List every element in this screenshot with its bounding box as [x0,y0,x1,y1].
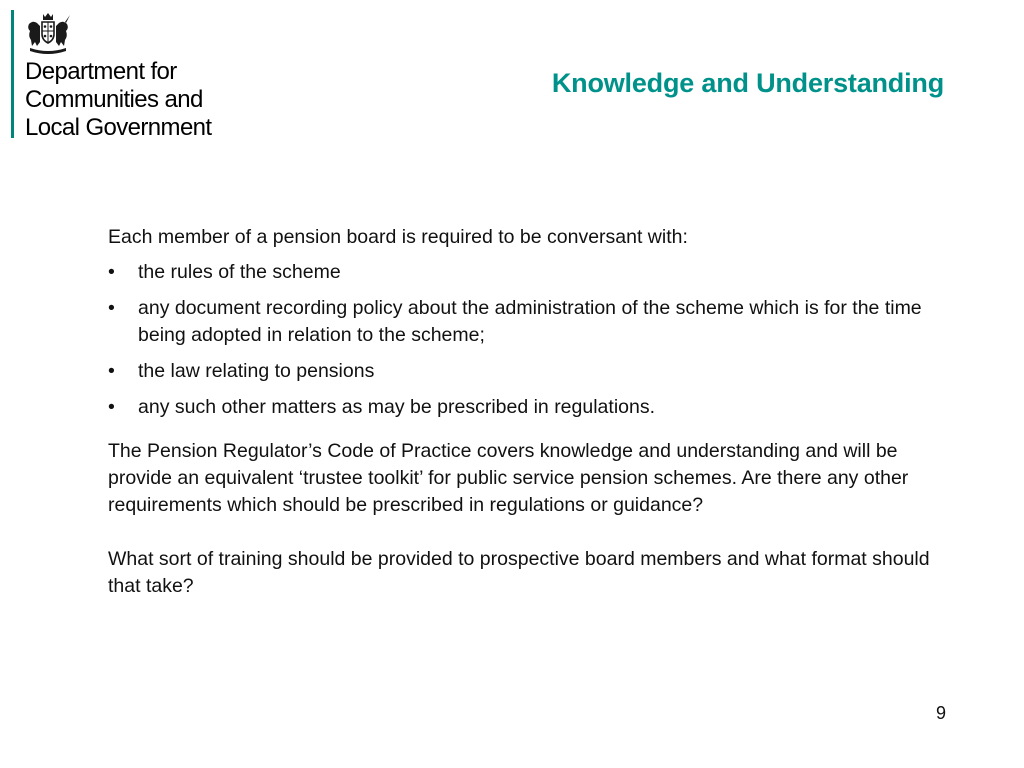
logo-accent-rule [11,10,14,138]
list-item [108,394,943,421]
intro-text: Each member of a pension board is required to be conversant with: [108,226,688,248]
bullet-icon: • [108,360,115,382]
department-name-line-3: Local Government [25,114,212,141]
department-name [25,58,212,142]
list-item-text: the law relating to pensions [138,360,375,382]
royal-coat-of-arms-icon [25,12,71,54]
department-name-line-1: Department for [25,58,177,85]
requirements-list [108,259,943,421]
list-item [108,259,943,286]
list-item [108,358,943,385]
department-name-line-2: Communities and [25,86,203,113]
bullet-icon: • [108,297,115,319]
list-item [108,295,943,349]
list-item-text: the rules of the scheme [138,261,341,283]
slide-body [108,224,943,600]
regulator-paragraph: The Pension Regulator’s Code of Practice covers knowledge and understanding and will be provide an equivalent ‘trustee toolkit’ for public service pension schemes. Are there any other requirements which should be prescribed in regulations or guidance? [108,440,909,516]
page-number: 9 [935,703,946,723]
list-item-text: any such other matters as may be prescribed in regulations. [138,396,656,418]
list-item-text: any document recording policy about the administration of the scheme which is for the time being adopted in relation to the scheme; [138,297,922,346]
bullet-icon: • [108,261,115,283]
bullet-icon: • [108,396,115,418]
slide-title: Knowledge and Understanding [551,68,944,98]
training-paragraph: What sort of training should be provided to prospective board members and what format should that take? [108,548,930,597]
